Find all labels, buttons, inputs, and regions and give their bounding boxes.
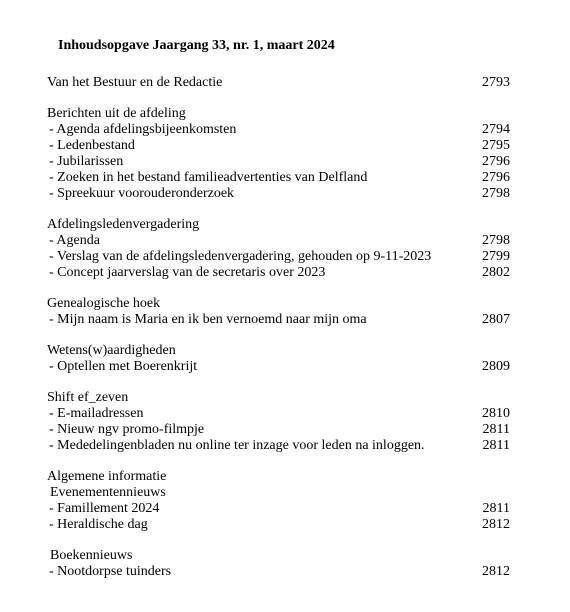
toc-entry-title: - Agenda afdelingsbijeenkomsten [49, 122, 237, 137]
toc-item [47, 170, 510, 186]
toc-item [47, 154, 510, 170]
toc-section [47, 548, 510, 580]
toc-page-number: 2795 [482, 138, 510, 153]
toc-section [47, 106, 510, 202]
toc-section [47, 217, 510, 281]
toc-entry-title: Shift ef_zeven [47, 390, 129, 405]
toc-entry-title: Algemene informatie [47, 469, 167, 484]
toc-entry-title: - Agenda [49, 233, 100, 248]
toc-heading [47, 75, 510, 91]
toc-entry-title: - Optellen met Boerenkrijt [49, 359, 198, 374]
toc-subheading [47, 485, 510, 501]
toc-item [47, 406, 510, 422]
toc-item [47, 501, 510, 517]
toc-entry-title: - Zoeken in het bestand familieadvertenties van Delfland [49, 170, 368, 185]
toc-heading [47, 296, 510, 312]
toc-page-number: 2812 [482, 517, 510, 532]
toc-item [47, 422, 510, 438]
toc-page-number: 2811 [482, 422, 510, 437]
toc-item [47, 138, 510, 154]
toc-page-number: 2796 [482, 154, 510, 169]
toc-entry-title: - Verslag van de afdelingsledenvergadering, gehouden op 9-11-2023 [49, 249, 432, 264]
toc-entry-title: - Famillement 2024 [49, 501, 160, 516]
toc-page-number: 2807 [482, 312, 510, 327]
toc-page-number: 2796 [482, 170, 510, 185]
toc-item [47, 359, 510, 375]
toc-entry-title: Evenementennieuws [50, 485, 166, 500]
toc-entry-title: Boekennieuws [50, 548, 133, 563]
toc-section [47, 75, 510, 91]
toc-page-number: 2794 [482, 122, 510, 137]
toc-heading [47, 390, 510, 406]
toc-entry-title: - Nootdorpse tuinders [49, 564, 172, 579]
toc-item [47, 186, 510, 202]
toc-heading [47, 217, 510, 233]
toc-item [47, 564, 510, 580]
toc-entry-title: Afdelingsledenvergadering [47, 217, 200, 232]
toc-entry-title: - Nieuw ngv promo-filmpje [49, 422, 205, 437]
toc-page-number: 2793 [482, 75, 510, 90]
toc-entry-title: - Spreekuur voorouderonderzoek [49, 186, 235, 201]
toc-entry-title: - Jubilarissen [49, 154, 124, 169]
toc-page-number: 2809 [482, 359, 510, 374]
toc-entry-title: Berichten uit de afdeling [47, 106, 186, 121]
toc-page-number: 2798 [482, 186, 510, 201]
document-title: Inhoudsopgave Jaargang 33, nr. 1, maart 2024 [58, 38, 335, 53]
toc-entry-title: - Mededelingenbladen nu online ter inzage voor leden na inloggen. [49, 438, 425, 453]
toc-page-number: 2802 [482, 265, 510, 280]
toc-heading [47, 106, 510, 122]
toc-item [47, 265, 510, 281]
toc-entry-title: - Ledenbestand [49, 138, 135, 153]
toc-item [47, 233, 510, 249]
toc-page-number: 2811 [482, 438, 510, 453]
toc-item [47, 312, 510, 328]
toc-entry-title: - Mijn naam is Maria en ik ben vernoemd naar mijn oma [49, 312, 367, 327]
toc-entry-title: Wetens(w)aardigheden [47, 343, 176, 358]
toc-item [47, 517, 510, 533]
toc-heading [47, 343, 510, 359]
toc-section [47, 296, 510, 328]
table-of-contents [47, 75, 510, 595]
toc-entry-title: - E-mailadressen [49, 406, 144, 421]
toc-subheading [47, 548, 510, 564]
toc-page-number: 2811 [482, 501, 510, 516]
toc-section [47, 390, 510, 454]
toc-entry-title: - Heraldische dag [49, 517, 148, 532]
toc-page-number: 2798 [482, 233, 510, 248]
toc-entry-title: Genealogische hoek [47, 296, 161, 311]
toc-item [47, 122, 510, 138]
toc-page-number: 2810 [482, 406, 510, 421]
toc-entry-title: - Concept jaarverslag van de secretaris over 2023 [49, 265, 326, 280]
toc-page-number: 2799 [482, 249, 510, 264]
toc-page-number: 2812 [482, 564, 510, 579]
toc-section [47, 469, 510, 533]
toc-item [47, 249, 510, 265]
toc-section [47, 343, 510, 375]
toc-item [47, 438, 510, 454]
toc-entry-title: Van het Bestuur en de Redactie [47, 75, 223, 90]
toc-heading [47, 469, 510, 485]
